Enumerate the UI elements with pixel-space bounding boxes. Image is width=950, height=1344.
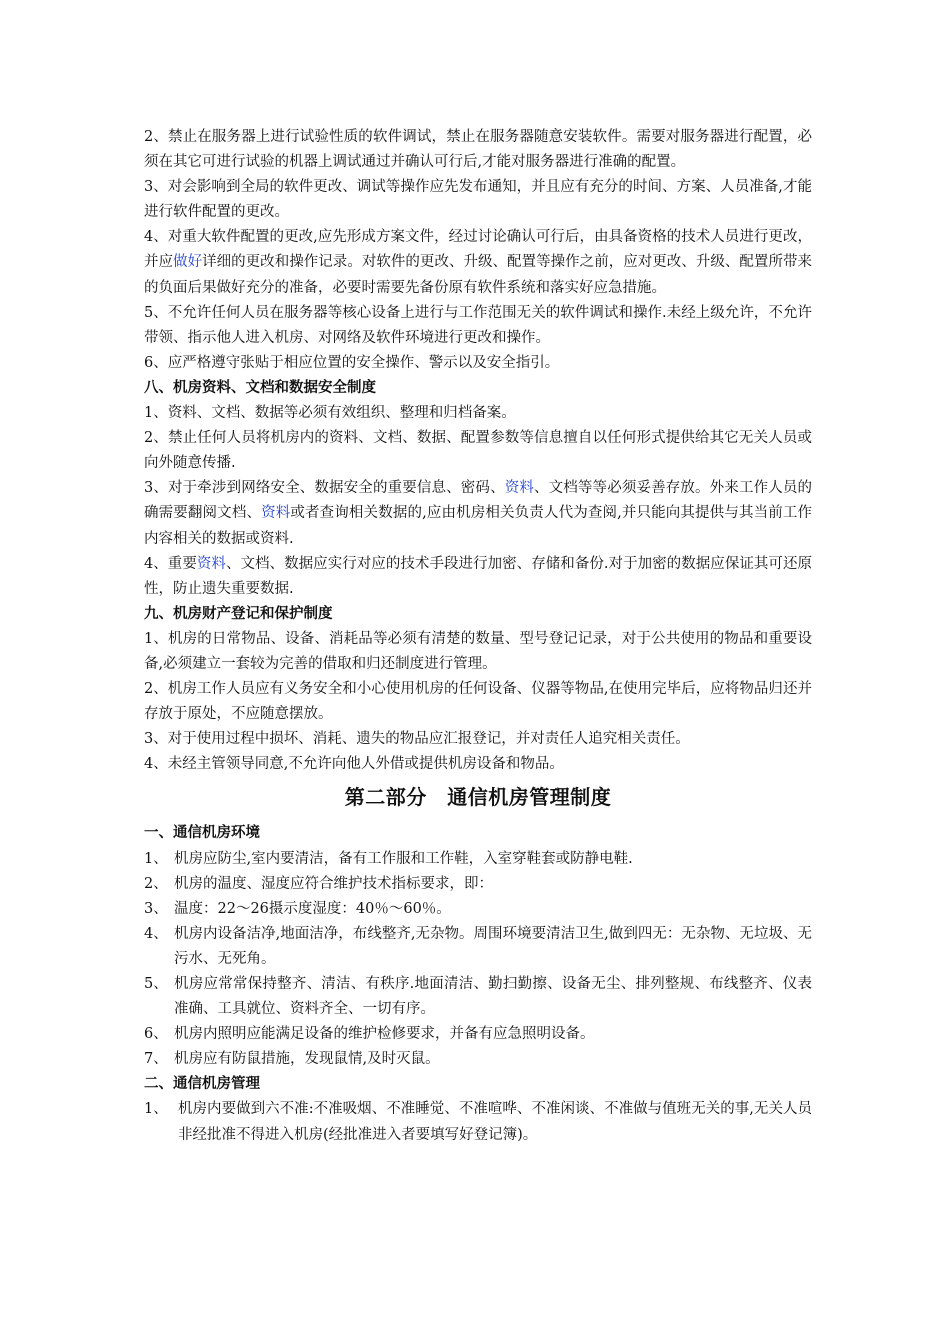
item-number: 2、 <box>144 875 168 892</box>
item-text: 6、应严格遵守张贴于相应位置的安全操作、警示以及安全指引。 <box>144 354 560 371</box>
part2-section1 <box>144 821 812 1072</box>
item-text: 详细的更改和操作记录。对软件的更改、升级、配置等操作之前，应对更改、升级、配置所带来的负面后果做好充分的准备，必要时需要先备份原有软件系统和落实好应急措施。 <box>144 254 813 296</box>
item-number: 4、 <box>144 925 168 942</box>
item-text: 4、对重大软件配置的更改,应先形成方案文件，经过讨论确认可行后，由具备资格的技术人员进行更改，并应 <box>144 229 812 271</box>
section9-heading: 九、机房财产登记和保护制度 <box>144 605 333 622</box>
item-text: 2、禁止任何人员将机房内的资料、文档、数据、配置参数等信息擅自以任何形式提供给其它无关人员或向外随意传播. <box>144 430 812 472</box>
list-item <box>144 872 812 897</box>
section8-item-1 <box>144 401 812 426</box>
item-number: 6、 <box>144 1026 168 1043</box>
item-text: 1、资料、文档、数据等必须有效组织、整理和归档备案。 <box>144 405 516 422</box>
item-text: 温度：22～26摄示度湿度：40％～60％。 <box>174 900 451 917</box>
item-text: 2、机房工作人员应有义务安全和小心使用机房的任何设备、仪器等物品,在使用完毕后，应将物品归还并存放于原处，不应随意摆放。 <box>144 681 812 723</box>
item-number: 3、 <box>144 900 168 917</box>
section8-item-3 <box>144 476 812 551</box>
hyperlink-text[interactable]: 做好 <box>173 254 203 271</box>
list-item <box>144 1097 812 1147</box>
section9-item-3 <box>144 727 812 752</box>
list-item <box>144 922 812 972</box>
item-text: 3、对于使用过程中损坏、消耗、遗失的物品应汇报登记，并对责任人追究相关责任。 <box>144 731 690 748</box>
list-item <box>144 847 812 872</box>
item-text: 1、机房的日常物品、设备、消耗品等必须有清楚的数量、型号登记记录，对于公共使用的物品和重要设备,必须建立一套较为完善的借取和归还制度进行管理。 <box>144 630 812 672</box>
item-text: 机房应有防鼠措施，发现鼠情,及时灭鼠。 <box>174 1051 440 1068</box>
section7-item-4 <box>144 225 812 300</box>
section7-list <box>144 125 812 376</box>
item-text: 4、重要 <box>144 555 197 572</box>
list-item <box>144 1047 812 1072</box>
section9-item-2 <box>144 677 812 727</box>
section9-item-4 <box>144 752 812 777</box>
section7-item-6 <box>144 351 812 376</box>
list-item <box>144 972 812 1022</box>
item-text: 机房内要做到六不准:不准吸烟、不准睡觉、不准喧哗、不准闲谈、不准做与值班无关的事,无关人员非经批准不得进入机房(经批准进入者要填写好登记簿)。 <box>178 1101 812 1143</box>
hyperlink-text[interactable]: 资料 <box>504 480 534 497</box>
list-item <box>144 1022 812 1047</box>
item-text: 机房应防尘,室内要清洁，备有工作服和工作鞋，入室穿鞋套或防静电鞋. <box>174 850 633 867</box>
document-body <box>144 125 812 1148</box>
item-text: 4、未经主管领导同意,不允许向他人外借或提供机房设备和物品。 <box>144 756 564 773</box>
section8-heading: 八、机房资料、文档和数据安全制度 <box>144 379 376 396</box>
item-text: 、文档等等必须妥善存放。外来工作人员的确需要翻阅文档、 <box>144 480 813 522</box>
part2-section2 <box>144 1072 812 1147</box>
item-text: 、文档、数据应实行对应的技术手段进行加密、存储和备份.对于加密的数据应保证其可还原性，防止遗失重要数据. <box>144 555 812 597</box>
item-text: 3、对于牵涉到网络安全、数据安全的重要信息、密码、 <box>144 480 505 497</box>
section8 <box>144 376 812 602</box>
item-text: 3、对会影响到全局的软件更改、调试等操作应先发布通知，并且应有充分的时间、方案、人员准备,才能进行软件配置的更改。 <box>144 179 812 221</box>
section7-item-3 <box>144 175 812 225</box>
item-number: 1、 <box>144 1101 168 1118</box>
section9-item-1 <box>144 627 812 677</box>
part-title: 第二部分 通信机房管理制度 <box>344 785 612 810</box>
section9 <box>144 602 812 778</box>
list-item <box>144 897 812 922</box>
item-text: 2、禁止在服务器上进行试验性质的软件调试，禁止在服务器随意安装软件。需要对服务器进行配置，必须在其它可进行试验的机器上调试通过并确认可行后,才能对服务器进行准确的配置。 <box>144 129 812 171</box>
item-text: 机房应常常保持整齐、清洁、有秩序.地面清洁、勤扫勤擦、设备无尘、排列整规、布线整齐、仪表准确、工具就位、资料齐全、一切有序。 <box>174 976 812 1018</box>
item-number: 1、 <box>144 850 168 867</box>
item-text: 或者查询相关数据的,应由机房相关负责人代为查阅,并只能向其提供与其当前工作内容相关的数据或资料. <box>144 505 813 547</box>
part2-section2-heading: 二、通信机房管理 <box>144 1076 260 1093</box>
item-number: 5、 <box>144 976 168 992</box>
item-text: 机房内设备洁净,地面洁净，布线整齐,无杂物。周围环境要清洁卫生,做到四无：无杂物、无垃圾、无污水、无死角。 <box>174 925 812 967</box>
section8-item-2 <box>144 426 812 476</box>
hyperlink-text[interactable]: 资料 <box>261 505 291 522</box>
section7-item-5 <box>144 301 812 351</box>
section8-item-4 <box>144 552 812 602</box>
item-text: 5、不允许任何人员在服务器等核心设备上进行与工作范围无关的软件调试和操作.未经上级允许，不允许带领、指示他人进入机房、对网络及软件环境进行更改和操作。 <box>144 304 812 346</box>
item-text: 机房的温度、湿度应符合维护技术指标要求，即： <box>174 875 493 892</box>
section7-item-2 <box>144 125 812 175</box>
hyperlink-text[interactable]: 资料 <box>196 555 226 572</box>
part2-section1-heading: 一、通信机房环境 <box>144 825 260 842</box>
item-number: 7、 <box>144 1051 168 1068</box>
item-text: 机房内照明应能满足设备的维护检修要求，并备有应急照明设备。 <box>174 1026 595 1043</box>
